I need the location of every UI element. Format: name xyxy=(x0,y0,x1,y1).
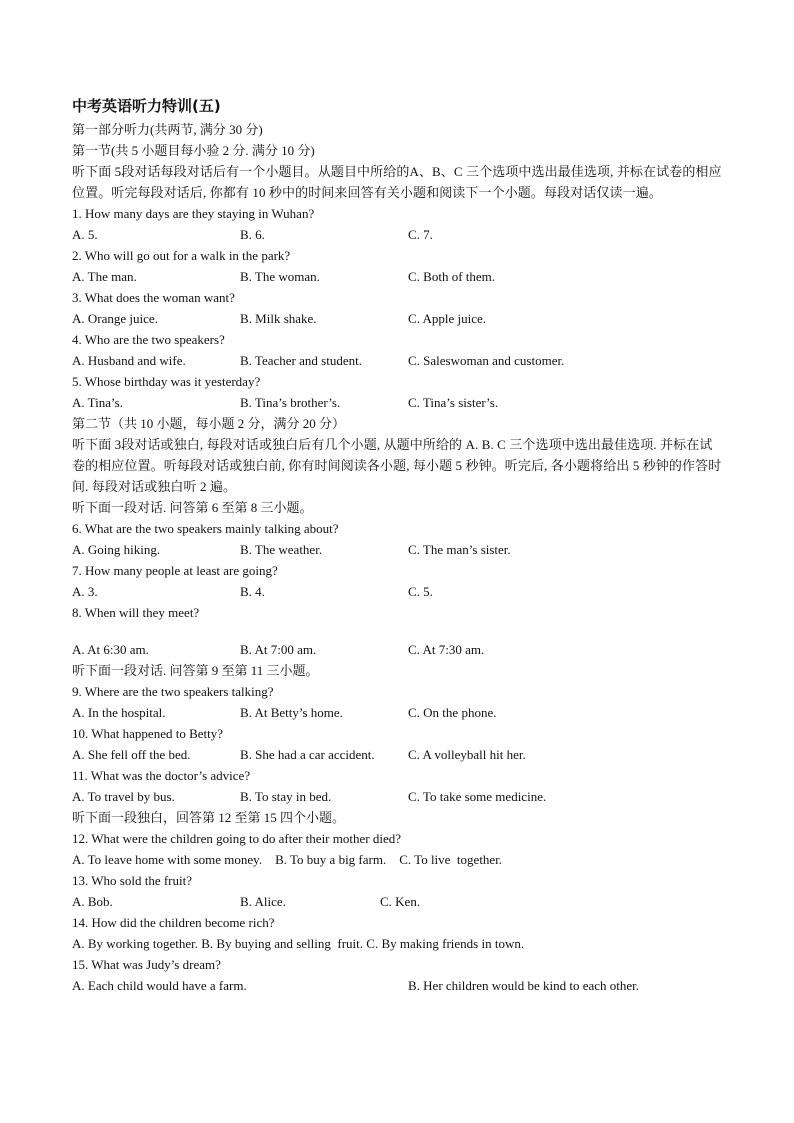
group-instruction-3: 听下面一段独白，回答第 12 至第 15 四个小题。 xyxy=(72,810,346,825)
option-a: A. To travel by bus. xyxy=(72,789,175,804)
question-6: 6. What are the two speakers mainly talking about? xyxy=(72,521,339,536)
question-4: 4. Who are the two speakers? xyxy=(72,332,225,347)
option-a: A. In the hospital. xyxy=(72,705,166,720)
option-b: B. At Betty’s home. xyxy=(240,705,343,720)
section1-instructions: 听下面 5段对话每段对话后有一个小题目。从题目中所给的A、B、C 三个选项中选出最佳选项, 并标在试卷的相应位置。听完每段对话后, 你都有 10 秒中的时间来回答有关小题和阅读下一个小题。每段对话仅读一遍。 xyxy=(72,164,722,200)
option-c: C. To take some medicine. xyxy=(408,789,547,804)
options-5 xyxy=(72,392,724,413)
option-a: A. Orange juice. xyxy=(72,311,158,326)
question-3: 3. What does the woman want? xyxy=(72,290,235,305)
exam-page xyxy=(72,96,724,996)
options-11 xyxy=(72,786,724,807)
option-a: A. 5. xyxy=(72,227,98,242)
question-9: 9. Where are the two speakers talking? xyxy=(72,684,274,699)
options-1 xyxy=(72,224,724,245)
question-2: 2. Who will go out for a walk in the park? xyxy=(72,248,291,263)
question-15: 15. What was Judy’s dream? xyxy=(72,957,221,972)
option-b: B. The woman. xyxy=(240,269,320,284)
option-c: C. Both of them. xyxy=(408,269,496,284)
options-4 xyxy=(72,350,724,371)
options-6 xyxy=(72,539,724,560)
option-c: C. The man’s sister. xyxy=(408,542,511,557)
options-8 xyxy=(72,639,724,660)
option-c: C. Saleswoman and customer. xyxy=(408,353,565,368)
question-7: 7. How many people at least are going? xyxy=(72,563,278,578)
question-11: 11. What was the doctor’s advice? xyxy=(72,768,251,783)
options-2 xyxy=(72,266,724,287)
question-1: 1. How many days are they staying in Wuhan? xyxy=(72,206,315,221)
spacer xyxy=(72,623,724,639)
option-a: A. Tina’s. xyxy=(72,395,123,410)
group-instruction-1: 听下面一段对话. 问答第 6 至第 8 三小题。 xyxy=(72,500,313,515)
option-b: B. 6. xyxy=(240,227,265,242)
option-b: B. At 7:00 am. xyxy=(240,642,317,657)
question-10: 10. What happened to Betty? xyxy=(72,726,224,741)
question-13: 13. Who sold the fruit? xyxy=(72,873,192,888)
options-13 xyxy=(72,891,724,912)
section1-heading: 第一节(共 5 小题目每小验 2 分. 满分 10 分) xyxy=(72,143,315,158)
page-title: 中考英语听力特训(五) xyxy=(72,97,221,115)
option-a: A. Going hiking. xyxy=(72,542,161,557)
option-c: C. Ken. xyxy=(380,894,421,909)
question-12: 12. What were the children going to do after their mother died? xyxy=(72,831,401,846)
part-heading: 第一部分听力(共两节, 满分 30 分) xyxy=(72,122,263,137)
question-5: 5. Whose birthday was it yesterday? xyxy=(72,374,261,389)
option-c: C. 5. xyxy=(408,584,433,599)
options-14: A. By working together. B. By buying and selling fruit. C. By making friends in town. xyxy=(72,936,525,951)
option-c: C. Apple juice. xyxy=(408,311,486,326)
option-a: A. Husband and wife. xyxy=(72,353,186,368)
option-c: C. A volleyball hit her. xyxy=(408,747,526,762)
options-9 xyxy=(72,702,724,723)
option-b: B. Her children would be kind to each other. xyxy=(408,978,640,993)
question-8: 8. When will they meet? xyxy=(72,605,200,620)
option-b: B. 4. xyxy=(240,584,265,599)
options-15 xyxy=(72,975,724,996)
option-b: B. The weather. xyxy=(240,542,323,557)
option-c: C. On the phone. xyxy=(408,705,497,720)
option-b: B. Milk shake. xyxy=(240,311,317,326)
option-b: B. Tina’s brother’s. xyxy=(240,395,341,410)
option-b: B. To stay in bed. xyxy=(240,789,332,804)
options-12: A. To leave home with some money. B. To buy a big farm. C. To live together. xyxy=(72,852,503,867)
option-a: A. At 6:30 am. xyxy=(72,642,149,657)
option-c: C. 7. xyxy=(408,227,433,242)
option-a: A. Each child would have a farm. xyxy=(72,978,247,993)
question-14: 14. How did the children become rich? xyxy=(72,915,275,930)
option-b: B. Alice. xyxy=(240,894,286,909)
options-7 xyxy=(72,581,724,602)
option-c: C. At 7:30 am. xyxy=(408,642,485,657)
option-b: B. She had a car accident. xyxy=(240,747,375,762)
option-b: B. Teacher and student. xyxy=(240,353,362,368)
group-instruction-2: 听下面一段对话. 问答第 9 至第 11 三小题。 xyxy=(72,663,319,678)
section2-heading: 第二节（共 10 小题，每小题 2 分，满分 20 分） xyxy=(72,416,346,431)
option-a: A. She fell off the bed. xyxy=(72,747,191,762)
options-3 xyxy=(72,308,724,329)
option-a: A. Bob. xyxy=(72,894,113,909)
option-a: A. 3. xyxy=(72,584,98,599)
option-c: C. Tina’s sister’s. xyxy=(408,395,499,410)
section2-instructions: 听下面 3段对话或独白, 每段对话或独白后有几个小题, 从题中所给的 A. B. C 三个选项中选出最佳选项. 并标在试卷的相应位置。听每段对话或独白前, 你有时间阅读各小题, 每小题 5 秒钟。听完后, 各小题将给出 5 秒钟的作答时间. 每段对话或独白听 2 遍。 xyxy=(72,437,722,494)
option-a: A. The man. xyxy=(72,269,137,284)
options-10 xyxy=(72,744,724,765)
